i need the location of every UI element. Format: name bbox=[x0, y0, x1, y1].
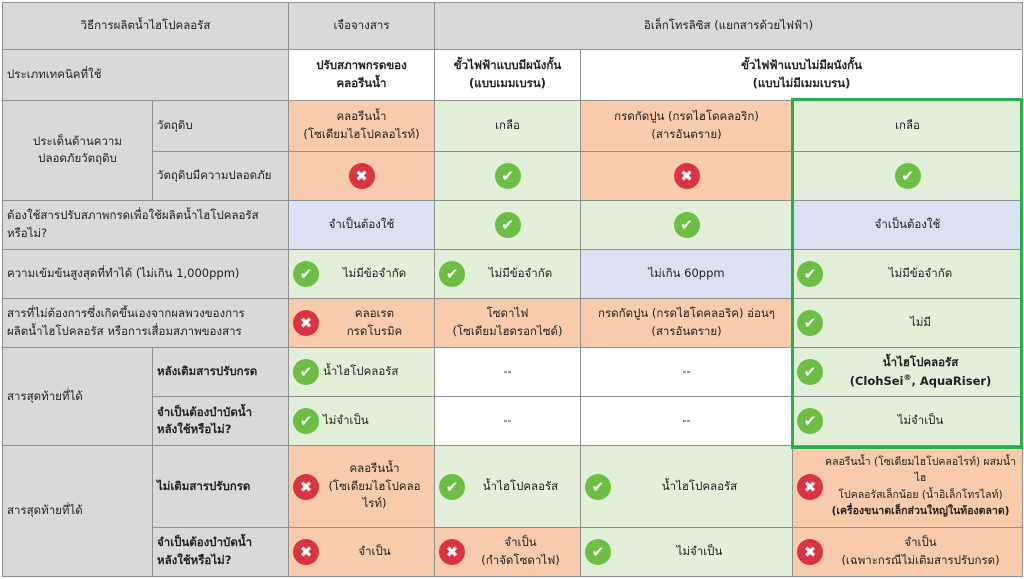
technique-dilution: ปรับสภาพกรดของ คลอรีนน้ำ bbox=[289, 50, 435, 101]
technique-nomembrane: ขั้วไฟฟ้าแบบไม่มีผนังกั้น (แบบไม่มีเมมเบรน) bbox=[581, 50, 1023, 101]
neutral-without-membrane: ✖ จำเป็น (กำจัดโซดาไฟ) bbox=[435, 527, 581, 576]
noadd-dilution: ✖ คลอรีนน้ำ (โซเดียมไฮโปคลอไรท์) bbox=[289, 446, 435, 527]
concentration-label: ความเข้มข้นสูงสุดที่ทำได้ (ไม่เกิน 1,000ppm) bbox=[3, 249, 289, 298]
noadd-nomembrane-salt: ✖ คลอรีนน้ำ (โซเดียมไฮโปคลอไรท์) ผสมน้ำไฮ โปคลอรัสเล็กน้อย (น้ำอิเล็กโทรไลท์) (เครื่องขนาดเล็กส่วนใหญ่ในท้องตลาด) bbox=[793, 446, 1023, 527]
material-label: วัตถุดิบ bbox=[153, 101, 289, 151]
cross-icon: ✖ bbox=[349, 163, 375, 189]
neutral-with-dilution: ✔ ไม่จำเป็น bbox=[289, 397, 435, 446]
check-icon: ✔ bbox=[495, 212, 521, 238]
byproduct-nomembrane-salt: ✔ ไม่มี bbox=[793, 298, 1023, 347]
neutral-without-row bbox=[3, 527, 1023, 576]
dilution-header: เจือจางสาร bbox=[289, 3, 435, 50]
check-icon: ✔ bbox=[585, 539, 611, 565]
cross-icon: ✖ bbox=[293, 474, 319, 500]
neutral-with-nomembrane-salt: ✔ ไม่จำเป็น bbox=[793, 397, 1023, 446]
neutral-without-nomembrane-acid: ✔ ไม่จำเป็น bbox=[581, 527, 793, 576]
no-acid-label: ไม่เติมสารปรับกรด bbox=[153, 446, 289, 527]
cross-icon: ✖ bbox=[797, 474, 823, 500]
check-icon: ✔ bbox=[495, 163, 521, 189]
after-acid-label: หลังเติมสารปรับกรด bbox=[153, 348, 289, 397]
check-icon: ✔ bbox=[797, 359, 823, 385]
safe-label: วัตถุดิบมีความปลอดภัย bbox=[153, 151, 289, 200]
header-row bbox=[3, 3, 1023, 50]
material-row bbox=[3, 101, 1023, 151]
noadd-nomembrane-acid: ✔ น้ำไฮโปคลอรัส bbox=[581, 446, 793, 527]
check-icon: ✔ bbox=[797, 408, 823, 434]
check-icon: ✔ bbox=[293, 261, 319, 287]
after-acid-row bbox=[3, 348, 1023, 397]
acid-membrane bbox=[435, 200, 581, 249]
neutral-with-row bbox=[3, 397, 1023, 446]
technique-row bbox=[3, 50, 1023, 101]
acid-label: ต้องใช้สารปรับสภาพกรดเพื่อใช้ผลิตน้ำไฮโปคลอรัส หรือไม่? bbox=[3, 200, 289, 249]
safe-membrane bbox=[435, 151, 581, 200]
check-icon: ✔ bbox=[585, 474, 611, 500]
acid-nomembrane-acid bbox=[581, 200, 793, 249]
neutral-with-label: จำเป็นต้องบำบัดน้ำ หลังใช้หรือไม่? bbox=[153, 397, 289, 446]
neutral-without-dilution: ✖ จำเป็น bbox=[289, 527, 435, 576]
conc-membrane: ✔ ไม่มีข้อจำกัด bbox=[435, 249, 581, 298]
byproduct-label: สารที่ไม่ต้องการซึ่งเกิดขึ้นเองจากผลพวงของการ ผลิตน้ำไฮโปคลอรัส หรือการเสื่อมสภาพของสาร bbox=[3, 298, 289, 347]
check-icon: ✔ bbox=[895, 163, 921, 189]
check-icon: ✔ bbox=[674, 212, 700, 238]
safe-nomembrane-acid bbox=[581, 151, 793, 200]
safe-dilution bbox=[289, 151, 435, 200]
cross-icon: ✖ bbox=[674, 163, 700, 189]
final-without-label: สารสุดท้ายที่ได้ bbox=[3, 446, 153, 577]
check-icon: ✔ bbox=[293, 408, 319, 434]
technique-membrane: ขั้วไฟฟ้าแบบมีผนังกั้น (แบบเมมเบรน) bbox=[435, 50, 581, 101]
conc-nomembrane-acid: ไม่เกิน 60ppm bbox=[581, 249, 793, 298]
technique-label: ประเภทเทคนิคที่ใช้ bbox=[3, 50, 289, 101]
check-icon: ✔ bbox=[439, 261, 465, 287]
conc-dilution: ✔ ไม่มีข้อจำกัด bbox=[289, 249, 435, 298]
conc-nomembrane-salt: ✔ ไม่มีข้อจำกัด bbox=[793, 249, 1023, 298]
material-membrane: เกลือ bbox=[435, 101, 581, 151]
check-icon: ✔ bbox=[797, 261, 823, 287]
cross-icon: ✖ bbox=[439, 539, 465, 565]
acid-dilution: จำเป็นต้องใช้ bbox=[289, 200, 435, 249]
concentration-row bbox=[3, 249, 1023, 298]
neutral-with-membrane: -- bbox=[435, 397, 581, 446]
material-nomembrane-salt: เกลือ bbox=[793, 101, 1023, 151]
material-nomembrane-acid: กรดกัดปูน (กรดไฮโดคลอริก) (สารอันตราย) bbox=[581, 101, 793, 151]
comparison-table bbox=[2, 2, 1023, 577]
safety-label: ประเด็นด้านความ ปลอดภัยวัตถุดิบ bbox=[3, 101, 153, 200]
acid-nomembrane-salt: จำเป็นต้องใช้ bbox=[793, 200, 1023, 249]
byproduct-dilution: ✖ คลอเรต กรดโบรมิค bbox=[289, 298, 435, 347]
after-nomembrane-acid: -- bbox=[581, 348, 793, 397]
noadd-membrane: ✔ น้ำไฮโปคลอรัส bbox=[435, 446, 581, 527]
byproduct-nomembrane-acid: กรดกัดปูน (กรดไฮโดคลอริค) อ่อนๆ (สารอันตราย) bbox=[581, 298, 793, 347]
material-dilution: คลอรีนน้ำ (โซเดียมไฮโปคลอไรท์) bbox=[289, 101, 435, 151]
cross-icon: ✖ bbox=[797, 539, 823, 565]
check-icon: ✔ bbox=[797, 310, 823, 336]
check-icon: ✔ bbox=[439, 474, 465, 500]
neutral-without-label: จำเป็นต้องบำบัดน้ำ หลังใช้หรือไม่? bbox=[153, 527, 289, 576]
acid-row bbox=[3, 200, 1023, 249]
after-dilution: ✔ น้ำไฮโปคลอรัส bbox=[289, 348, 435, 397]
neutral-with-nomembrane-acid: -- bbox=[581, 397, 793, 446]
neutral-without-nomembrane-salt: ✖ จำเป็น (เฉพาะกรณีไม่เติมสารปรับกรด) bbox=[793, 527, 1023, 576]
cross-icon: ✖ bbox=[293, 539, 319, 565]
safe-nomembrane-salt bbox=[793, 151, 1023, 200]
cross-icon: ✖ bbox=[293, 310, 319, 336]
method-header: วิธีการผลิตน้ำไฮโปคลอรัส bbox=[3, 3, 289, 50]
after-membrane: -- bbox=[435, 348, 581, 397]
final-with-label: สารสุดท้ายที่ได้ bbox=[3, 348, 153, 446]
byproduct-membrane: โซดาไฟ (โซเดียมไฮดรอกไซด์) bbox=[435, 298, 581, 347]
after-nomembrane-salt: ✔ น้ำไฮโปคลอรัส (ClohSei®, AquaRiser) bbox=[793, 348, 1023, 397]
no-acid-row bbox=[3, 446, 1023, 527]
check-icon: ✔ bbox=[293, 359, 319, 385]
safe-material-row bbox=[3, 151, 1023, 200]
byproduct-row bbox=[3, 298, 1023, 347]
electrolysis-header: อิเล็กโทรลิซิส (แยกสารด้วยไฟฟ้า) bbox=[435, 3, 1023, 50]
